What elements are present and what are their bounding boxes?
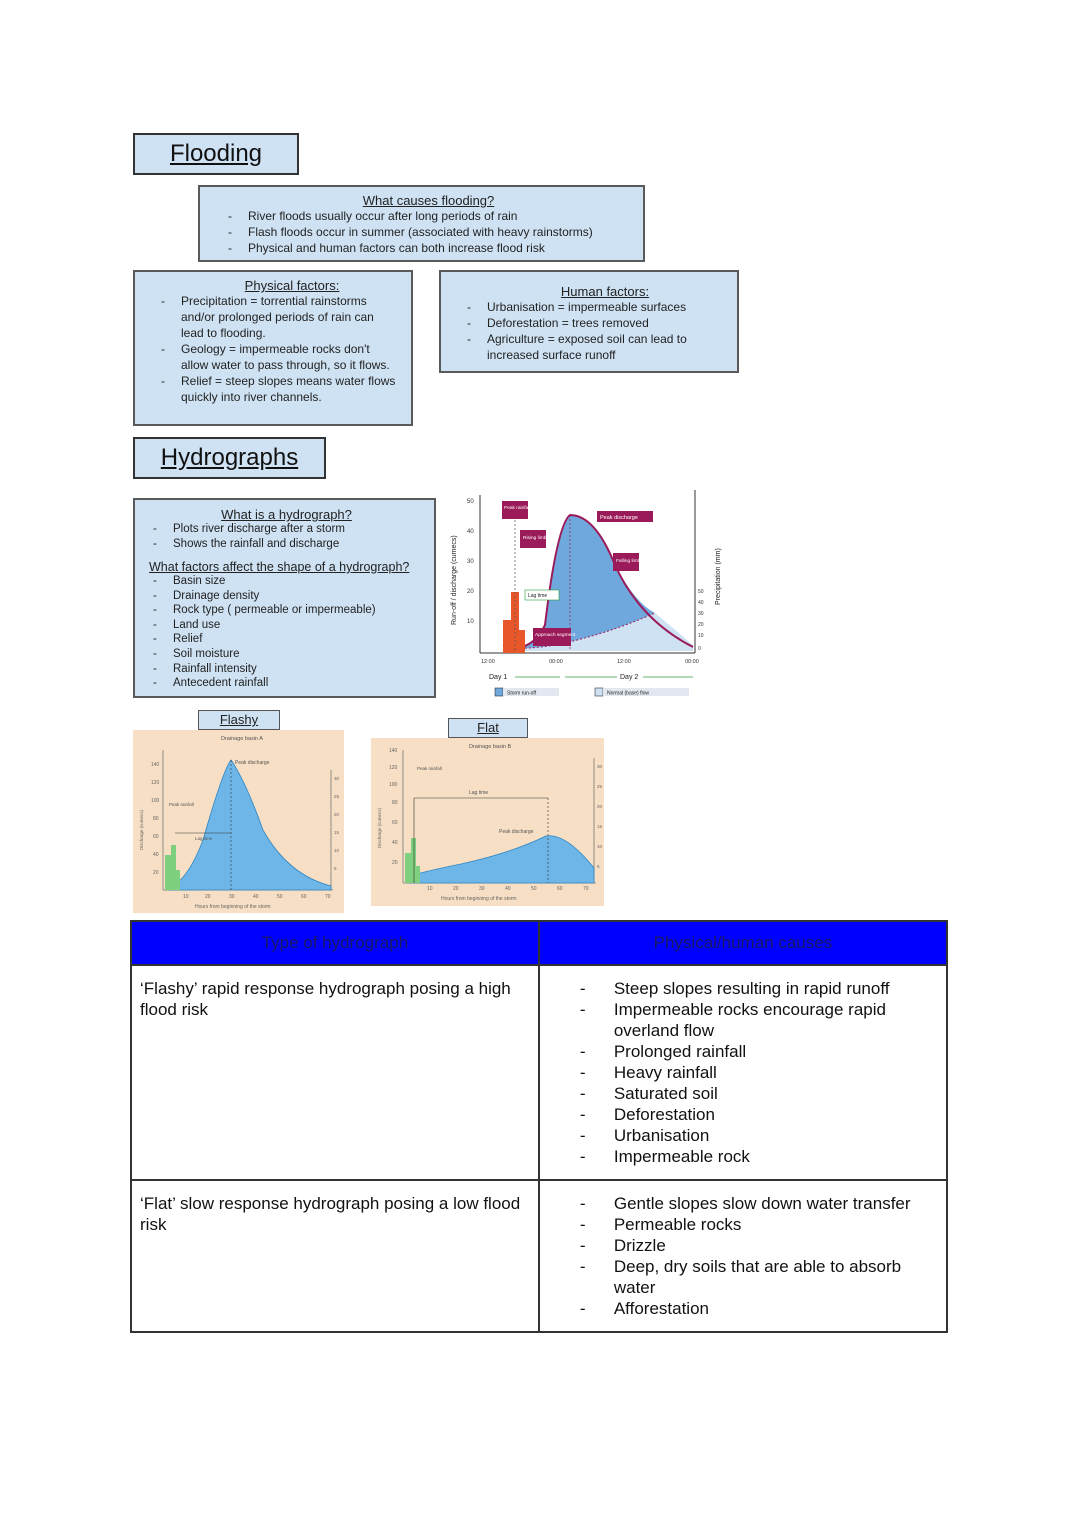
y-tick: 140 (389, 748, 398, 754)
x-tick: 50 (277, 894, 283, 900)
flat-x-label: Hours from beginning of the storm (441, 896, 517, 902)
table-cell-type: ‘Flat’ slow response hydrograph posing a low flood risk (131, 1180, 539, 1332)
legend-base: Normal (base) flow (607, 690, 649, 697)
rain-bar (176, 870, 180, 890)
list-item: - Precipitation = torrential rainstorms and/or prolonged periods of rain can lead to flooding. (157, 293, 397, 341)
flat-peak-rainfall: Peak rainfall (417, 766, 442, 771)
list-item: - Physical and human factors can both increase flood risk (224, 240, 633, 256)
factors-heading: What factors affect the shape of a hydrograph? (149, 560, 410, 574)
x-tick: 12:00 (481, 659, 495, 665)
x-tick: 40 (505, 886, 511, 892)
day2-label: Day 2 (620, 674, 639, 681)
list-item: - Urbanisation = impermeable surfaces (463, 299, 717, 315)
x-tick: 00:00 (685, 659, 699, 665)
rain-bar (411, 838, 416, 883)
x-tick: 50 (531, 886, 537, 892)
table-header-causes: Physical/human causes (539, 921, 947, 965)
y2-tick: 20 (698, 622, 704, 628)
list-item: - Impermeable rocks encourage rapid overland flow (540, 999, 938, 1041)
rain-bar (171, 845, 176, 890)
x-tick: 40 (253, 894, 259, 900)
y-tick: 60 (392, 820, 398, 826)
list-item: - Shows the rainfall and discharge (149, 537, 424, 552)
y2-tick: 5 (597, 864, 600, 869)
y-tick: 140 (151, 762, 160, 768)
y-tick: 20 (392, 860, 398, 866)
list-item: - Deforestation (540, 1104, 938, 1125)
table-header-type: Type of hydrograph (131, 921, 539, 965)
y-tick: 50 (467, 499, 474, 505)
causes-box (198, 185, 645, 262)
hydrograph-types-table (130, 920, 948, 1333)
y2-tick: 25 (597, 784, 603, 789)
flashy-lag-time: Lag time (195, 836, 213, 841)
lag-time-label: Lag time (528, 593, 548, 599)
list-item: - Impermeable rock (540, 1146, 938, 1167)
list-item: - Plots river discharge after a storm (149, 522, 424, 537)
y2-tick: 10 (334, 848, 340, 853)
causes-heading: What causes flooding? (362, 193, 495, 208)
list-item: - Steep slopes resulting in rapid runoff (540, 978, 938, 999)
flat-peak-discharge: Peak discharge (499, 829, 534, 835)
flat-hydrograph (371, 738, 604, 906)
rain-bar (165, 855, 171, 890)
hydrographs-title-box (133, 437, 326, 479)
flat-title: Flat (477, 720, 499, 735)
rain-bar (503, 620, 511, 653)
y-tick: 30 (467, 559, 474, 565)
x-tick: 30 (229, 894, 235, 900)
human-factors-box (439, 270, 739, 373)
y-tick: 80 (153, 816, 159, 822)
list-item: - Relief = steep slopes means water flows quickly into river channels. (157, 373, 397, 405)
table-cell-causes (539, 1180, 947, 1332)
flooding-title-box (133, 133, 299, 175)
x-tick: 70 (325, 894, 331, 900)
causes-list (540, 978, 938, 1167)
list-item: - Drizzle (540, 1235, 938, 1256)
x-tick: 00:00 (549, 659, 563, 665)
main-hydrograph-diagram (445, 485, 735, 700)
physical-list (157, 293, 397, 405)
y2-tick: 20 (597, 804, 603, 809)
list-item: - Gentle slopes slow down water transfer (540, 1193, 938, 1214)
physical-heading: Physical factors: (244, 278, 340, 293)
list-item: - Rock type ( permeable or impermeable) (149, 603, 424, 618)
y-tick: 80 (392, 800, 398, 806)
y2-tick: 40 (698, 600, 704, 606)
human-list (463, 299, 717, 363)
y2-tick: 30 (334, 776, 340, 781)
list-item: - Saturated soil (540, 1083, 938, 1104)
list-item: - Prolonged rainfall (540, 1041, 938, 1062)
y-tick: 20 (153, 870, 159, 876)
list-item: - Relief (149, 632, 424, 647)
x-tick: 10 (427, 886, 433, 892)
y2-tick: 15 (334, 830, 340, 835)
flashy-y-label: Discharge (cumecs) (139, 809, 144, 850)
y-tick: 120 (151, 780, 160, 786)
rain-bar (416, 866, 420, 883)
physical-factors-box (133, 270, 413, 426)
flooding-title: Flooding (169, 140, 263, 167)
x-tick: 60 (301, 894, 307, 900)
y-tick: 100 (151, 798, 160, 804)
y2-tick: 10 (597, 844, 603, 849)
x-tick: 20 (453, 886, 459, 892)
y2-tick: 5 (334, 866, 337, 871)
causes-list (540, 1193, 938, 1319)
human-heading: Human factors: (560, 284, 650, 299)
hydrographs-title: Hydrographs (160, 444, 299, 471)
flat-y-label: Discharge (cumecs) (377, 807, 382, 848)
list-item: - Soil moisture (149, 647, 424, 662)
y-tick: 40 (153, 852, 159, 858)
legend-storm: Storm run-off (507, 690, 537, 697)
rain-bar (519, 630, 525, 653)
list-item: - Permeable rocks (540, 1214, 938, 1235)
flashy-peak-discharge: Peak discharge (235, 760, 270, 766)
list-item: - Rainfall intensity (149, 662, 424, 677)
y-tick: 60 (153, 834, 159, 840)
flashy-hydrograph (133, 730, 344, 913)
flat-subtitle: Drainage basin B (469, 744, 512, 750)
y2-tick: 20 (334, 812, 340, 817)
list-item: - Flash floods occur in summer (associated with heavy rainstorms) (224, 224, 633, 240)
y-tick: 120 (389, 765, 398, 771)
list-item: - Basin size (149, 574, 424, 589)
y2-tick: 15 (597, 824, 603, 829)
x-tick: 20 (205, 894, 211, 900)
y2-tick: 50 (698, 589, 704, 595)
flashy-subtitle: Drainage basin A (221, 736, 263, 742)
what-list (149, 522, 424, 552)
table-cell-causes (539, 965, 947, 1180)
flat-lag-time: Lag time (469, 790, 489, 796)
list-item: - Urbanisation (540, 1125, 938, 1146)
list-item: - Land use (149, 618, 424, 633)
list-item: - Agriculture = exposed soil can lead to increased surface runoff (463, 331, 717, 363)
flashy-peak-rainfall: Peak rainfall (169, 802, 194, 807)
y2-tick: 30 (597, 764, 603, 769)
list-item: - Antecedent rainfall (149, 676, 424, 691)
approach-segment-label: Approach segment (535, 633, 576, 638)
table-cell-type: ‘Flashy’ rapid response hydrograph posing a high flood risk (131, 965, 539, 1180)
table-row (131, 1180, 947, 1332)
table-row (131, 965, 947, 1180)
main-y-label: Run-off / discharge (cumecs) (451, 535, 458, 625)
peak-rainfall-label: Peak rainfall (504, 506, 531, 511)
what-heading: What is a hydrograph? (221, 507, 352, 522)
x-tick: 10 (183, 894, 189, 900)
list-item: - Geology = impermeable rocks don't allow water to pass through, so it flows. (157, 341, 397, 373)
y-tick: 40 (392, 840, 398, 846)
list-item: - Drainage density (149, 589, 424, 604)
y2-tick: 25 (334, 794, 340, 799)
y-tick: 20 (467, 589, 474, 595)
flashy-x-label: Hours from beginning of the storm (195, 904, 271, 910)
factors-list (149, 574, 424, 691)
flat-label-box (448, 718, 528, 738)
day1-label: Day 1 (489, 674, 508, 681)
rain-bar (405, 853, 411, 883)
list-item: - Deforestation = trees removed (463, 315, 717, 331)
x-tick: 70 (583, 886, 589, 892)
y2-tick: 0 (698, 646, 701, 652)
list-item: - Afforestation (540, 1298, 938, 1319)
x-tick: 60 (557, 886, 563, 892)
y2-tick: 30 (698, 611, 704, 617)
list-item: - Deep, dry soils that are able to absorb water (540, 1256, 938, 1298)
x-tick: 12:00 (617, 659, 631, 665)
y-tick: 40 (467, 529, 474, 535)
flashy-title: Flashy (219, 712, 259, 727)
hydrograph-info-box (133, 498, 436, 698)
list-item: - Heavy rainfall (540, 1062, 938, 1083)
y-tick: 100 (389, 782, 398, 788)
x-tick: 30 (479, 886, 485, 892)
peak-discharge-label: Peak discharge (600, 515, 638, 521)
flashy-label-box (198, 710, 280, 730)
main-y2-label: Precipitation (mm) (715, 548, 722, 605)
list-item: - River floods usually occur after long periods of rain (224, 208, 633, 224)
causes-list (224, 208, 633, 256)
falling-limb-label: Falling limb (616, 559, 641, 564)
rising-limb-label: Rising limb (523, 536, 547, 541)
y-tick: 10 (467, 619, 474, 625)
y2-tick: 10 (698, 633, 704, 639)
